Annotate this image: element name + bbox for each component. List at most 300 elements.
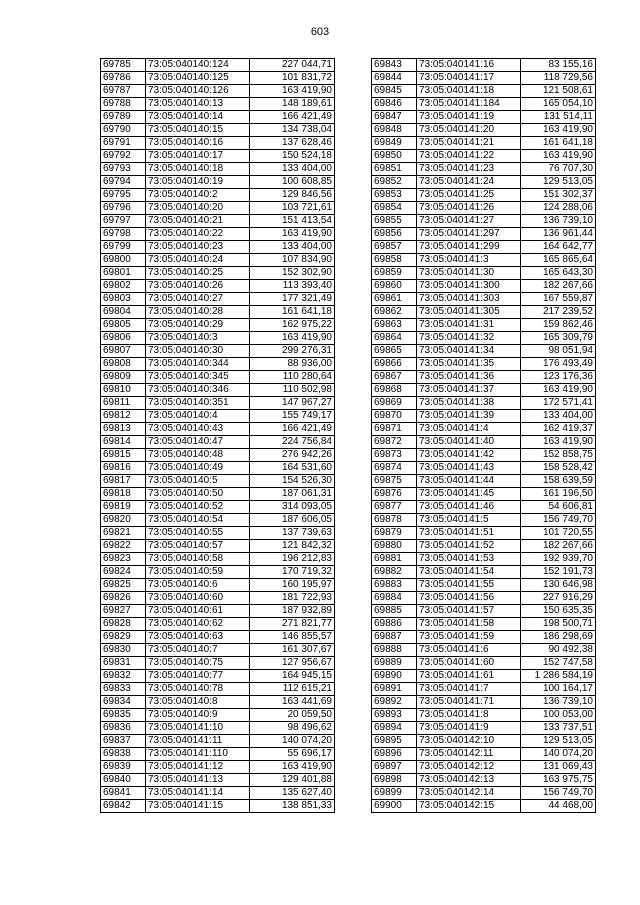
value-cell: 150 635,35 bbox=[521, 605, 596, 618]
value-cell: 163 419,90 bbox=[521, 150, 596, 163]
value-cell: 152 302,90 bbox=[250, 267, 335, 280]
value-cell: 182 267,66 bbox=[521, 280, 596, 293]
table-row bbox=[101, 670, 335, 683]
row-number-cell: 69836 bbox=[101, 722, 146, 735]
row-number-cell: 69858 bbox=[372, 254, 417, 267]
value-cell: 161 196,50 bbox=[521, 488, 596, 501]
row-number-cell: 69857 bbox=[372, 241, 417, 254]
row-number-cell: 69827 bbox=[101, 605, 146, 618]
table-row bbox=[372, 592, 596, 605]
table-row bbox=[372, 449, 596, 462]
cadastral-number-cell: 73:05:040141:10 bbox=[146, 722, 250, 735]
cadastral-number-cell: 73:05:040141:22 bbox=[417, 150, 521, 163]
row-number-cell: 69794 bbox=[101, 176, 146, 189]
data-table-left bbox=[100, 58, 335, 813]
cadastral-number-cell: 73:05:040141:18 bbox=[417, 85, 521, 98]
value-cell: 100 608,85 bbox=[250, 176, 335, 189]
row-number-cell: 69863 bbox=[372, 319, 417, 332]
table-row bbox=[101, 514, 335, 527]
row-number-cell: 69843 bbox=[372, 59, 417, 72]
value-cell: 177 321,49 bbox=[250, 293, 335, 306]
cadastral-number-cell: 73:05:040140:126 bbox=[146, 85, 250, 98]
cadastral-number-cell: 73:05:040141:12 bbox=[146, 761, 250, 774]
row-number-cell: 69819 bbox=[101, 501, 146, 514]
row-number-cell: 69799 bbox=[101, 241, 146, 254]
row-number-cell: 69823 bbox=[101, 553, 146, 566]
cadastral-number-cell: 73:05:040141:21 bbox=[417, 137, 521, 150]
value-cell: 103 721,61 bbox=[250, 202, 335, 215]
row-number-cell: 69893 bbox=[372, 709, 417, 722]
row-number-cell: 69806 bbox=[101, 332, 146, 345]
table-row bbox=[372, 644, 596, 657]
value-cell: 124 288,06 bbox=[521, 202, 596, 215]
cadastral-number-cell: 73:05:040141:8 bbox=[417, 709, 521, 722]
table-row bbox=[372, 579, 596, 592]
table-row bbox=[101, 215, 335, 228]
value-cell: 131 514,11 bbox=[521, 111, 596, 124]
value-cell: 163 419,90 bbox=[250, 228, 335, 241]
row-number-cell: 69842 bbox=[101, 800, 146, 813]
row-number-cell: 69880 bbox=[372, 540, 417, 553]
table-row bbox=[101, 579, 335, 592]
table-row bbox=[372, 722, 596, 735]
table-row bbox=[101, 111, 335, 124]
cadastral-number-cell: 73:05:040140:345 bbox=[146, 371, 250, 384]
value-cell: 166 421,49 bbox=[250, 423, 335, 436]
value-cell: 148 189,61 bbox=[250, 98, 335, 111]
table-row bbox=[101, 59, 335, 72]
table-row bbox=[101, 85, 335, 98]
cadastral-number-cell: 73:05:040140:61 bbox=[146, 605, 250, 618]
row-number-cell: 69808 bbox=[101, 358, 146, 371]
table-row bbox=[372, 670, 596, 683]
value-cell: 163 419,90 bbox=[250, 332, 335, 345]
cadastral-number-cell: 73:05:040140:58 bbox=[146, 553, 250, 566]
value-cell: 90 492,38 bbox=[521, 644, 596, 657]
cadastral-number-cell: 73:05:040141:40 bbox=[417, 436, 521, 449]
value-cell: 101 720,55 bbox=[521, 527, 596, 540]
row-number-cell: 69829 bbox=[101, 631, 146, 644]
value-cell: 156 749,70 bbox=[521, 787, 596, 800]
value-cell: 163 975,75 bbox=[521, 774, 596, 787]
value-cell: 133 404,00 bbox=[250, 241, 335, 254]
table-row bbox=[101, 319, 335, 332]
cadastral-number-cell: 73:05:040140:59 bbox=[146, 566, 250, 579]
value-cell: 159 862,46 bbox=[521, 319, 596, 332]
cadastral-number-cell: 73:05:040140:57 bbox=[146, 540, 250, 553]
row-number-cell: 69882 bbox=[372, 566, 417, 579]
table-row bbox=[101, 475, 335, 488]
value-cell: 136 961,44 bbox=[521, 228, 596, 241]
table-row bbox=[372, 280, 596, 293]
table-row bbox=[372, 215, 596, 228]
cadastral-number-cell: 73:05:040141:58 bbox=[417, 618, 521, 631]
value-cell: 227 044,71 bbox=[250, 59, 335, 72]
cadastral-number-cell: 73:05:040140:346 bbox=[146, 384, 250, 397]
table-row bbox=[372, 618, 596, 631]
table-row bbox=[101, 202, 335, 215]
cadastral-number-cell: 73:05:040140:2 bbox=[146, 189, 250, 202]
page-number: 603 bbox=[310, 26, 330, 38]
row-number-cell: 69792 bbox=[101, 150, 146, 163]
cadastral-number-cell: 73:05:040140:30 bbox=[146, 345, 250, 358]
value-cell: 299 276,31 bbox=[250, 345, 335, 358]
row-number-cell: 69885 bbox=[372, 605, 417, 618]
value-cell: 100 164,17 bbox=[521, 683, 596, 696]
table-row bbox=[372, 683, 596, 696]
row-number-cell: 69856 bbox=[372, 228, 417, 241]
row-number-cell: 69840 bbox=[101, 774, 146, 787]
table-row bbox=[101, 618, 335, 631]
table-row bbox=[101, 657, 335, 670]
row-number-cell: 69845 bbox=[372, 85, 417, 98]
row-number-cell: 69821 bbox=[101, 527, 146, 540]
value-cell: 54 606,81 bbox=[521, 501, 596, 514]
row-number-cell: 69802 bbox=[101, 280, 146, 293]
table-row bbox=[372, 150, 596, 163]
cadastral-number-cell: 73:05:040140:5 bbox=[146, 475, 250, 488]
cadastral-number-cell: 73:05:040141:38 bbox=[417, 397, 521, 410]
row-number-cell: 69834 bbox=[101, 696, 146, 709]
table-row bbox=[372, 384, 596, 397]
value-cell: 121 842,32 bbox=[250, 540, 335, 553]
cadastral-number-cell: 73:05:040142:15 bbox=[417, 800, 521, 813]
table-row bbox=[372, 397, 596, 410]
cadastral-number-cell: 73:05:040141:184 bbox=[417, 98, 521, 111]
table-row bbox=[372, 800, 596, 813]
table-row bbox=[101, 644, 335, 657]
table-row bbox=[101, 501, 335, 514]
table-row bbox=[101, 254, 335, 267]
table-row bbox=[372, 462, 596, 475]
cadastral-number-cell: 73:05:040140:26 bbox=[146, 280, 250, 293]
cadastral-number-cell: 73:05:040140:4 bbox=[146, 410, 250, 423]
cadastral-number-cell: 73:05:040141:19 bbox=[417, 111, 521, 124]
table-row bbox=[101, 306, 335, 319]
value-cell: 227 916,29 bbox=[521, 592, 596, 605]
value-cell: 138 851,33 bbox=[250, 800, 335, 813]
row-number-cell: 69852 bbox=[372, 176, 417, 189]
value-cell: 98 051,94 bbox=[521, 345, 596, 358]
table-row bbox=[101, 293, 335, 306]
table-row bbox=[101, 566, 335, 579]
cadastral-number-cell: 73:05:040140:17 bbox=[146, 150, 250, 163]
table-row bbox=[101, 358, 335, 371]
cadastral-number-cell: 73:05:040141:16 bbox=[417, 59, 521, 72]
value-cell: 152 747,58 bbox=[521, 657, 596, 670]
table-row bbox=[372, 85, 596, 98]
row-number-cell: 69851 bbox=[372, 163, 417, 176]
value-cell: 110 280,64 bbox=[250, 371, 335, 384]
row-number-cell: 69814 bbox=[101, 436, 146, 449]
row-number-cell: 69864 bbox=[372, 332, 417, 345]
table-row bbox=[101, 280, 335, 293]
table-row bbox=[101, 800, 335, 813]
value-cell: 76 707,30 bbox=[521, 163, 596, 176]
cadastral-number-cell: 73:05:040140:62 bbox=[146, 618, 250, 631]
row-number-cell: 69791 bbox=[101, 137, 146, 150]
table-row bbox=[372, 371, 596, 384]
value-cell: 166 421,49 bbox=[250, 111, 335, 124]
value-cell: 162 975,22 bbox=[250, 319, 335, 332]
value-cell: 137 739,63 bbox=[250, 527, 335, 540]
table-row bbox=[372, 709, 596, 722]
cadastral-number-cell: 73:05:040140:15 bbox=[146, 124, 250, 137]
table-row bbox=[372, 631, 596, 644]
row-number-cell: 69810 bbox=[101, 384, 146, 397]
cadastral-number-cell: 73:05:040140:60 bbox=[146, 592, 250, 605]
value-cell: 100 053,00 bbox=[521, 709, 596, 722]
value-cell: 107 834,90 bbox=[250, 254, 335, 267]
table-row bbox=[372, 410, 596, 423]
value-cell: 98 496,62 bbox=[250, 722, 335, 735]
cadastral-number-cell: 73:05:040141:32 bbox=[417, 332, 521, 345]
value-cell: 140 074,20 bbox=[521, 748, 596, 761]
row-number-cell: 69822 bbox=[101, 540, 146, 553]
table-row bbox=[372, 306, 596, 319]
cadastral-number-cell: 73:05:040141:300 bbox=[417, 280, 521, 293]
row-number-cell: 69853 bbox=[372, 189, 417, 202]
value-cell: 161 641,18 bbox=[521, 137, 596, 150]
cadastral-number-cell: 73:05:040141:51 bbox=[417, 527, 521, 540]
row-number-cell: 69828 bbox=[101, 618, 146, 631]
table-row bbox=[101, 137, 335, 150]
cadastral-number-cell: 73:05:040141:23 bbox=[417, 163, 521, 176]
table-row bbox=[372, 423, 596, 436]
row-number-cell: 69895 bbox=[372, 735, 417, 748]
row-number-cell: 69849 bbox=[372, 137, 417, 150]
cadastral-number-cell: 73:05:040141:61 bbox=[417, 670, 521, 683]
table-row bbox=[101, 774, 335, 787]
data-table-left-body bbox=[101, 59, 335, 813]
cadastral-number-cell: 73:05:040140:124 bbox=[146, 59, 250, 72]
cadastral-number-cell: 73:05:040141:24 bbox=[417, 176, 521, 189]
cadastral-number-cell: 73:05:040141:37 bbox=[417, 384, 521, 397]
cadastral-number-cell: 73:05:040141:4 bbox=[417, 423, 521, 436]
table-row bbox=[372, 761, 596, 774]
table-row bbox=[101, 553, 335, 566]
cadastral-number-cell: 73:05:040141:3 bbox=[417, 254, 521, 267]
value-cell: 187 932,89 bbox=[250, 605, 335, 618]
table-row bbox=[372, 696, 596, 709]
cadastral-number-cell: 73:05:040141:299 bbox=[417, 241, 521, 254]
table-row bbox=[101, 124, 335, 137]
value-cell: 224 756,84 bbox=[250, 436, 335, 449]
row-number-cell: 69869 bbox=[372, 397, 417, 410]
cadastral-number-cell: 73:05:040140:351 bbox=[146, 397, 250, 410]
table-row bbox=[101, 592, 335, 605]
table-row bbox=[101, 267, 335, 280]
value-cell: 198 500,71 bbox=[521, 618, 596, 631]
value-cell: 161 307,67 bbox=[250, 644, 335, 657]
table-row bbox=[372, 267, 596, 280]
row-number-cell: 69891 bbox=[372, 683, 417, 696]
row-number-cell: 69883 bbox=[372, 579, 417, 592]
cadastral-number-cell: 73:05:040141:43 bbox=[417, 462, 521, 475]
table-row bbox=[101, 345, 335, 358]
cadastral-number-cell: 73:05:040140:16 bbox=[146, 137, 250, 150]
cadastral-number-cell: 73:05:040140:48 bbox=[146, 449, 250, 462]
table-row bbox=[372, 540, 596, 553]
row-number-cell: 69890 bbox=[372, 670, 417, 683]
row-number-cell: 69879 bbox=[372, 527, 417, 540]
row-number-cell: 69835 bbox=[101, 709, 146, 722]
value-cell: 163 419,90 bbox=[521, 436, 596, 449]
value-cell: 167 559,87 bbox=[521, 293, 596, 306]
row-number-cell: 69833 bbox=[101, 683, 146, 696]
table-row bbox=[101, 696, 335, 709]
value-cell: 136 739,10 bbox=[521, 696, 596, 709]
cadastral-number-cell: 73:05:040140:50 bbox=[146, 488, 250, 501]
row-number-cell: 69877 bbox=[372, 501, 417, 514]
table-row bbox=[372, 124, 596, 137]
value-cell: 110 502,98 bbox=[250, 384, 335, 397]
table-row bbox=[372, 202, 596, 215]
value-cell: 113 393,40 bbox=[250, 280, 335, 293]
cadastral-number-cell: 73:05:040141:305 bbox=[417, 306, 521, 319]
table-row bbox=[101, 462, 335, 475]
value-cell: 187 061,31 bbox=[250, 488, 335, 501]
cadastral-number-cell: 73:05:040140:14 bbox=[146, 111, 250, 124]
table-row bbox=[372, 332, 596, 345]
row-number-cell: 69900 bbox=[372, 800, 417, 813]
row-number-cell: 69789 bbox=[101, 111, 146, 124]
table-row bbox=[372, 228, 596, 241]
cadastral-number-cell: 73:05:040141:44 bbox=[417, 475, 521, 488]
table-row bbox=[101, 371, 335, 384]
value-cell: 133 737,51 bbox=[521, 722, 596, 735]
row-number-cell: 69868 bbox=[372, 384, 417, 397]
value-cell: 187 606,05 bbox=[250, 514, 335, 527]
row-number-cell: 69804 bbox=[101, 306, 146, 319]
value-cell: 133 404,00 bbox=[521, 410, 596, 423]
cadastral-number-cell: 73:05:040141:35 bbox=[417, 358, 521, 371]
row-number-cell: 69817 bbox=[101, 475, 146, 488]
value-cell: 163 419,90 bbox=[521, 384, 596, 397]
row-number-cell: 69847 bbox=[372, 111, 417, 124]
row-number-cell: 69874 bbox=[372, 462, 417, 475]
row-number-cell: 69790 bbox=[101, 124, 146, 137]
table-row bbox=[101, 98, 335, 111]
row-number-cell: 69897 bbox=[372, 761, 417, 774]
table-row bbox=[372, 514, 596, 527]
value-cell: 163 419,90 bbox=[250, 761, 335, 774]
value-cell: 44 468,00 bbox=[521, 800, 596, 813]
cadastral-number-cell: 73:05:040141:9 bbox=[417, 722, 521, 735]
value-cell: 163 419,90 bbox=[250, 85, 335, 98]
row-number-cell: 69807 bbox=[101, 345, 146, 358]
cadastral-number-cell: 73:05:040140:13 bbox=[146, 98, 250, 111]
row-number-cell: 69795 bbox=[101, 189, 146, 202]
value-cell: 158 639,59 bbox=[521, 475, 596, 488]
value-cell: 155 749,17 bbox=[250, 410, 335, 423]
value-cell: 156 749,70 bbox=[521, 514, 596, 527]
cadastral-number-cell: 73:05:040140:78 bbox=[146, 683, 250, 696]
table-row bbox=[372, 436, 596, 449]
row-number-cell: 69796 bbox=[101, 202, 146, 215]
row-number-cell: 69786 bbox=[101, 72, 146, 85]
row-number-cell: 69860 bbox=[372, 280, 417, 293]
table-row bbox=[372, 72, 596, 85]
cadastral-number-cell: 73:05:040140:43 bbox=[146, 423, 250, 436]
cadastral-number-cell: 73:05:040141:14 bbox=[146, 787, 250, 800]
table-row bbox=[101, 722, 335, 735]
row-number-cell: 69855 bbox=[372, 215, 417, 228]
table-row bbox=[372, 319, 596, 332]
row-number-cell: 69870 bbox=[372, 410, 417, 423]
row-number-cell: 69887 bbox=[372, 631, 417, 644]
table-row bbox=[101, 384, 335, 397]
table-row bbox=[101, 683, 335, 696]
row-number-cell: 69788 bbox=[101, 98, 146, 111]
row-number-cell: 69830 bbox=[101, 644, 146, 657]
cadastral-number-cell: 73:05:040141:13 bbox=[146, 774, 250, 787]
value-cell: 163 441,69 bbox=[250, 696, 335, 709]
cadastral-number-cell: 73:05:040140:24 bbox=[146, 254, 250, 267]
table-row bbox=[101, 436, 335, 449]
table-row bbox=[101, 761, 335, 774]
table-row bbox=[101, 787, 335, 800]
row-number-cell: 69875 bbox=[372, 475, 417, 488]
table-row bbox=[372, 774, 596, 787]
value-cell: 314 093,05 bbox=[250, 501, 335, 514]
row-number-cell: 69859 bbox=[372, 267, 417, 280]
value-cell: 137 628,46 bbox=[250, 137, 335, 150]
table-row bbox=[372, 501, 596, 514]
row-number-cell: 69832 bbox=[101, 670, 146, 683]
data-table-right-body bbox=[372, 59, 596, 813]
value-cell: 121 508,61 bbox=[521, 85, 596, 98]
cadastral-number-cell: 73:05:040141:56 bbox=[417, 592, 521, 605]
value-cell: 134 738,04 bbox=[250, 124, 335, 137]
value-cell: 55 696,17 bbox=[250, 748, 335, 761]
cadastral-number-cell: 73:05:040141:52 bbox=[417, 540, 521, 553]
cadastral-number-cell: 73:05:040140:125 bbox=[146, 72, 250, 85]
cadastral-number-cell: 73:05:040142:11 bbox=[417, 748, 521, 761]
value-cell: 165 309,79 bbox=[521, 332, 596, 345]
row-number-cell: 69801 bbox=[101, 267, 146, 280]
row-number-cell: 69896 bbox=[372, 748, 417, 761]
value-cell: 182 267,66 bbox=[521, 540, 596, 553]
table-row bbox=[101, 332, 335, 345]
table-row bbox=[101, 631, 335, 644]
cadastral-number-cell: 73:05:040141:42 bbox=[417, 449, 521, 462]
cadastral-number-cell: 73:05:040141:34 bbox=[417, 345, 521, 358]
value-cell: 276 942,26 bbox=[250, 449, 335, 462]
table-row bbox=[101, 527, 335, 540]
table-row bbox=[101, 709, 335, 722]
cadastral-number-cell: 73:05:040140:19 bbox=[146, 176, 250, 189]
row-number-cell: 69873 bbox=[372, 449, 417, 462]
cadastral-number-cell: 73:05:040140:29 bbox=[146, 319, 250, 332]
row-number-cell: 69848 bbox=[372, 124, 417, 137]
table-row bbox=[101, 449, 335, 462]
cadastral-number-cell: 73:05:040141:17 bbox=[417, 72, 521, 85]
cadastral-number-cell: 73:05:040141:7 bbox=[417, 683, 521, 696]
value-cell: 101 831,72 bbox=[250, 72, 335, 85]
table-row bbox=[101, 397, 335, 410]
cadastral-number-cell: 73:05:040140:8 bbox=[146, 696, 250, 709]
row-number-cell: 69838 bbox=[101, 748, 146, 761]
value-cell: 123 176,36 bbox=[521, 371, 596, 384]
value-cell: 136 739,10 bbox=[521, 215, 596, 228]
value-cell: 161 641,18 bbox=[250, 306, 335, 319]
row-number-cell: 69831 bbox=[101, 657, 146, 670]
row-number-cell: 69837 bbox=[101, 735, 146, 748]
table-row bbox=[101, 423, 335, 436]
cadastral-number-cell: 73:05:040141:27 bbox=[417, 215, 521, 228]
value-cell: 181 722,93 bbox=[250, 592, 335, 605]
